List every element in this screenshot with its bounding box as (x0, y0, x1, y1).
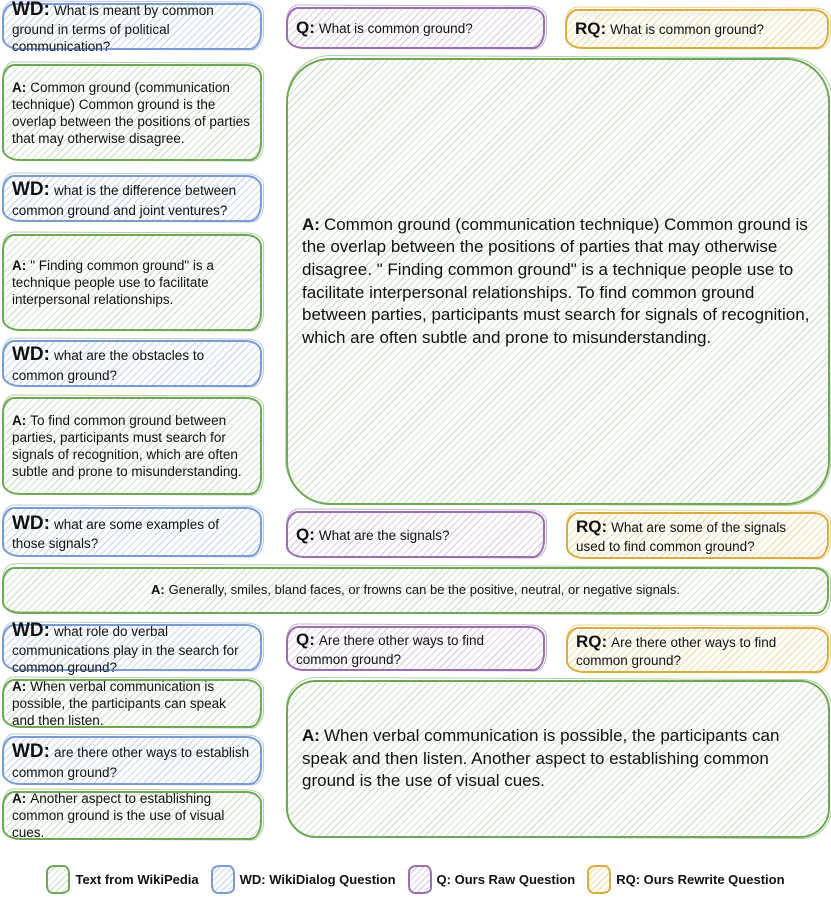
legend-label-wikipedia: Text from WikiPedia (75, 871, 199, 887)
raw-question-3 (286, 626, 545, 671)
rewrite-question-1 (565, 9, 829, 49)
wd-label: WD: (12, 512, 50, 534)
a-label: A: (12, 413, 27, 428)
rq-label: RQ: (576, 517, 608, 537)
wikidialog-swatch-icon (211, 865, 235, 894)
raw-question-3-text: Are there other ways to find common ground? (296, 633, 484, 667)
wiki-answer-3 (2, 397, 262, 495)
wiki-merged-answer-2-text: When verbal communication is possible, the participants can speak and then listen. Another aspect to establishing common ground is the use of visual cues. (302, 726, 780, 791)
wd-question-2-text: what is the difference between common ground and joint ventures? (12, 183, 237, 218)
wiki-answer-3-text: To find common ground between parties, participants must search for signals of recognition, which are often subtle and prone to misunderstanding. (12, 413, 242, 479)
a-label: A: (12, 258, 27, 273)
q-label: Q: (296, 524, 315, 544)
q-label: Q: (296, 630, 315, 650)
wd-label: WD: (12, 619, 50, 641)
wd-label: WD: (12, 344, 50, 366)
rewrite-question-swatch-icon (587, 865, 611, 894)
wiki-answer-signals (2, 567, 829, 614)
q-label: Q: (296, 18, 315, 38)
rq-label: RQ: (576, 631, 608, 651)
rewrite-question-3 (566, 627, 829, 673)
raw-question-2 (286, 511, 545, 558)
a-label: A: (302, 726, 320, 746)
wiki-merged-answer-1-text: Common ground (communication technique) Common ground is the overlap between the positions of parties that may otherwise disagree. " Finding common ground" is a technique people use to facilitate interpersonal relationships. To find common ground between parties, participants must search for signals of recognition, which are often subtle and prone to misunderstanding. (302, 214, 810, 347)
wd-question-5-text: what role do verbal communications play in the search for common ground? (12, 623, 239, 676)
wd-label: WD: (12, 179, 50, 201)
legend-label-raw-question: Q: Ours Raw Question (436, 871, 576, 887)
legend-item-raw-question (408, 865, 576, 894)
wd-question-3 (2, 340, 262, 387)
a-label: A: (12, 679, 27, 694)
wd-question-2 (2, 175, 262, 222)
rq-label: RQ: (575, 19, 607, 39)
wiki-answer-2-text: " Finding common ground" is a technique people use to facilitate interpersonal relationships. (12, 258, 214, 307)
wikipedia-swatch-icon (46, 865, 70, 894)
legend-label-wikidialog: WD: WikiDialog Question (239, 871, 396, 887)
wd-question-1-text: What is meant by common ground in terms of political communication? (12, 2, 214, 55)
wiki-answer-5-text: When verbal communication is possible, the participants can speak and then listen. (12, 679, 226, 728)
wiki-answer-signals-text: Generally, smiles, bland faces, or frowns can be the positive, neutral, or negative signals. (168, 582, 681, 598)
raw-question-1 (286, 7, 545, 49)
rewrite-question-2 (566, 512, 829, 559)
raw-question-1-text: What is common ground? (318, 21, 473, 37)
legend-item-wikipedia (46, 865, 198, 894)
wiki-answer-1-text: Common ground (communication technique) Common ground is the overlap between the positions of parties that may otherwise disagree. (12, 79, 250, 146)
wd-question-6-text: are there other ways to establish common ground? (12, 745, 250, 780)
rewrite-question-2-text: What are some of the signals used to find common ground? (576, 520, 787, 554)
legend (0, 858, 831, 900)
wd-question-4 (2, 507, 262, 557)
wd-question-5 (2, 619, 262, 676)
legend-label-rewrite-question: RQ: Ours Rewrite Question (616, 871, 785, 887)
legend-item-wikidialog (211, 865, 396, 894)
a-label: A: (12, 79, 27, 95)
wd-label: WD: (12, 741, 50, 763)
wd-question-6 (2, 736, 262, 785)
raw-question-2-text: What are the signals? (318, 527, 450, 543)
rewrite-question-3-text: Are there other ways to find common ground? (576, 634, 777, 669)
wd-question-4-text: what are some examples of those signals? (12, 516, 220, 552)
a-label: A: (150, 582, 165, 598)
raw-question-swatch-icon (408, 865, 432, 894)
wiki-answer-6 (2, 791, 262, 840)
wiki-merged-answer-1 (286, 58, 830, 505)
a-label: A: (12, 791, 27, 806)
legend-item-rewrite-question (587, 865, 784, 894)
a-label: A: (302, 214, 320, 234)
wd-label: WD: (12, 0, 50, 20)
rewrite-question-1-text: What is common ground? (610, 22, 764, 38)
wiki-answer-6-text: Another aspect to establishing common ground is the use of visual cues. (12, 791, 225, 840)
wd-question-3-text: what are the obstacles to common ground? (12, 348, 205, 383)
wiki-answer-5 (2, 679, 262, 728)
wiki-answer-1 (2, 64, 262, 161)
wd-question-1 (2, 0, 262, 55)
wiki-answer-2 (2, 234, 262, 331)
wiki-merged-answer-2 (286, 680, 830, 838)
